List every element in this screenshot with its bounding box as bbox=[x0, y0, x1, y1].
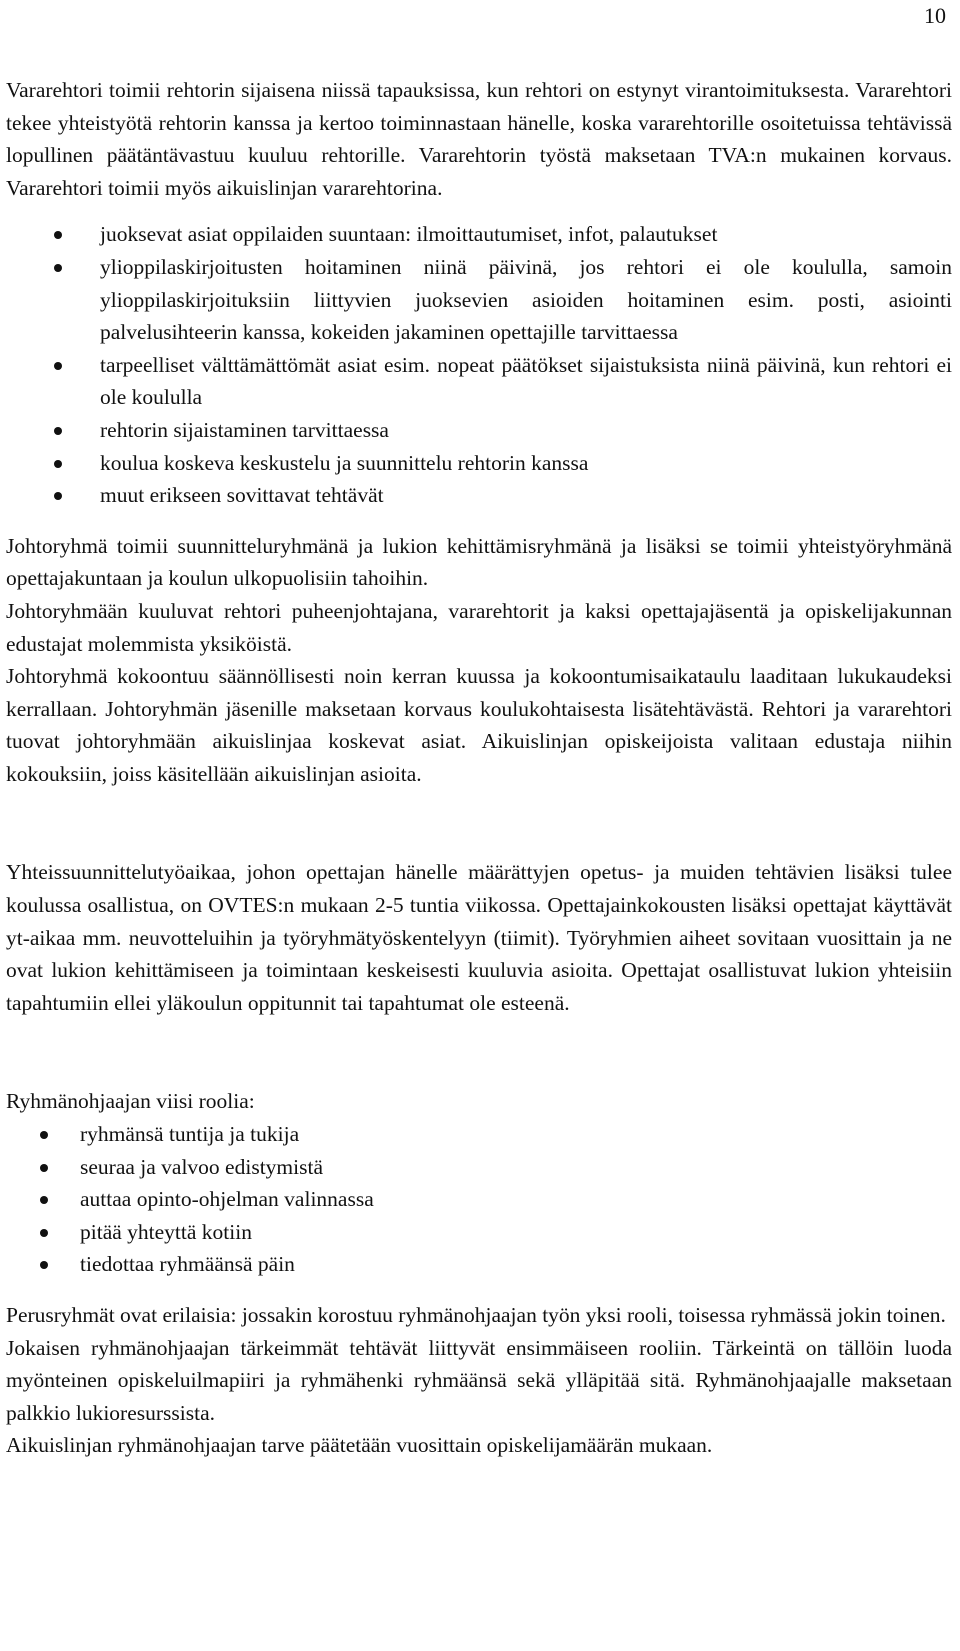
johtoryhma-paragraph-3: Johtoryhmä kokoontuu säännöllisesti noin kerran kuussa ja kokoontumisaikataulu laaditaan lukukaudeksi kerrallaan. Johtoryhmän jäsenille maksetaan korvaus koulukohtaisesta lisätehtävästä. Rehtori ja vararehtori tuovat johtoryhmään aikuislinjaa koskevat asiat. Aikuislinjan opiskeijoista valitaan edustaja niihin kokouksiin, joiss käsitellään aikuislinjan asioita. bbox=[6, 664, 952, 786]
bullet-icon bbox=[54, 492, 62, 500]
list-item: ryhmänsä tuntija ja tukija bbox=[6, 1118, 952, 1151]
list-item: muut erikseen sovittavat tehtävät bbox=[6, 479, 952, 512]
perusryhmat-paragraph: Perusryhmät ovat erilaisia: jossakin korostuu ryhmänohjaajan työn yksi rooli, toisessa ryhmässä jokin toinen. bbox=[6, 1303, 946, 1327]
johtoryhma-paragraph-2: Johtoryhmään kuuluvat rehtori puheenjohtajana, vararehtorit ja kaksi opettajajäsentä ja opiskelijakunnan edustajat molemmista yksiköistä. bbox=[6, 598, 952, 656]
bullet-icon bbox=[40, 1261, 48, 1269]
bullet-icon bbox=[40, 1131, 48, 1139]
bullet-icon bbox=[40, 1164, 48, 1172]
list-item: pitää yhteyttä kotiin bbox=[6, 1216, 952, 1249]
bullet-icon bbox=[40, 1196, 48, 1204]
list-item: ylioppilaskirjoitusten hoitaminen niinä päivinä, jos rehtori ei ole koululla, samoin ylioppilaskirjoituksiin liittyvien juoksevien asioiden hoitaminen esim. posti, asiointi palvelusihteerin kanssa, kokeiden jakaminen opettajille tarvittaessa bbox=[6, 251, 952, 349]
list-item: auttaa opinto-ohjelman valinnassa bbox=[6, 1183, 952, 1216]
aikuislinja-paragraph: Aikuislinjan ryhmänohjaajan tarve päätetään vuosittain opiskelijamäärän mukaan. bbox=[6, 1433, 713, 1458]
list-item: seuraa ja valvoo edistymistä bbox=[6, 1151, 952, 1184]
bullet-icon bbox=[40, 1229, 48, 1237]
yhteissuunnittelu-paragraph: Yhteissuunnittelutyöaikaa, johon opettajan hänelle määrättyjen opetus- ja muiden tehtävien lisäksi tulee koulussa osallistua, on OVTES:n mukaan 2-5 tuntia viikossa. Opettajainkokousten lisäksi opettajat käyttävät yt-aikaa mm. neuvotteluihin ja työryhmätyöskentelyyn (tiimit). Työryhmien aiheet sovitaan vuosittain ja ne ovat lukion kehittämiseen ja toimintaan keskeisesti kuuluvia asioita. Opettajat osallistuvat lukion yhteisiin tapahtumiin ellei yläkoulun oppitunnit tai tapahtumat ole esteenä. bbox=[6, 860, 952, 1015]
bullet-icon bbox=[54, 231, 62, 239]
ryhmanohjaaja-heading: Ryhmänohjaajan viisi roolia: bbox=[6, 1089, 255, 1114]
bullet-icon bbox=[54, 460, 62, 468]
vararehtori-duties-list bbox=[6, 218, 952, 511]
list-item: tarpeelliset välttämättömät asiat esim. nopeat päätökset sijaistuksista niinä päivinä, kun rehtori ei ole koululla bbox=[6, 349, 952, 414]
bullet-icon bbox=[54, 427, 62, 435]
document-body bbox=[6, 74, 952, 1462]
johtoryhma-paragraph-1: Johtoryhmä toimii suunnitteluryhmänä ja lukion kehittämisryhmänä ja lisäksi se toimii yhteistyöryhmänä opettajakuntaan ja koulun ulkopuolisiin tahoihin. bbox=[6, 533, 952, 591]
bullet-icon bbox=[54, 264, 62, 272]
vararehtori-intro: Vararehtori toimii rehtorin sijaisena niissä tapauksissa, kun rehtori on estynyt virantoimituksesta. Vararehtori tekee yhteistyötä rehtorin kanssa ja kertoo toiminnastaan hänelle, koska vararehtorille osoitetuissa tehtävissä lopullinen päätäntävastuu kuuluu rehtorille. Vararehtorin työstä maksetaan TVA:n mukainen korvaus. Vararehtori toimii myös aikuislinjan vararehtorina. bbox=[6, 78, 952, 200]
bullet-icon bbox=[54, 362, 62, 370]
list-item: koulua koskeva keskustelu ja suunnittelu rehtorin kanssa bbox=[6, 447, 952, 480]
page-number: 10 bbox=[924, 3, 946, 28]
ryhmanohjaaja-roles-list bbox=[6, 1118, 952, 1281]
list-item: rehtorin sijaistaminen tarvittaessa bbox=[6, 414, 952, 447]
list-item: juoksevat asiat oppilaiden suuntaan: ilmoittautumiset, infot, palautukset bbox=[6, 218, 952, 251]
ryhmanohjaaja-tehtavat-paragraph: Jokaisen ryhmänohjaajan tärkeimmät tehtävät liittyvät ensimmäiseen rooliin. Tärkeintä on tällöin luoda myönteinen opiskeluilmapiiri ja ryhmähenki ryhmäänsä sekä ylläpitää sitä. Ryhmänohjaajalle maksetaan palkkio lukioresurssista. bbox=[6, 1335, 952, 1425]
list-item: tiedottaa ryhmäänsä päin bbox=[6, 1248, 952, 1281]
